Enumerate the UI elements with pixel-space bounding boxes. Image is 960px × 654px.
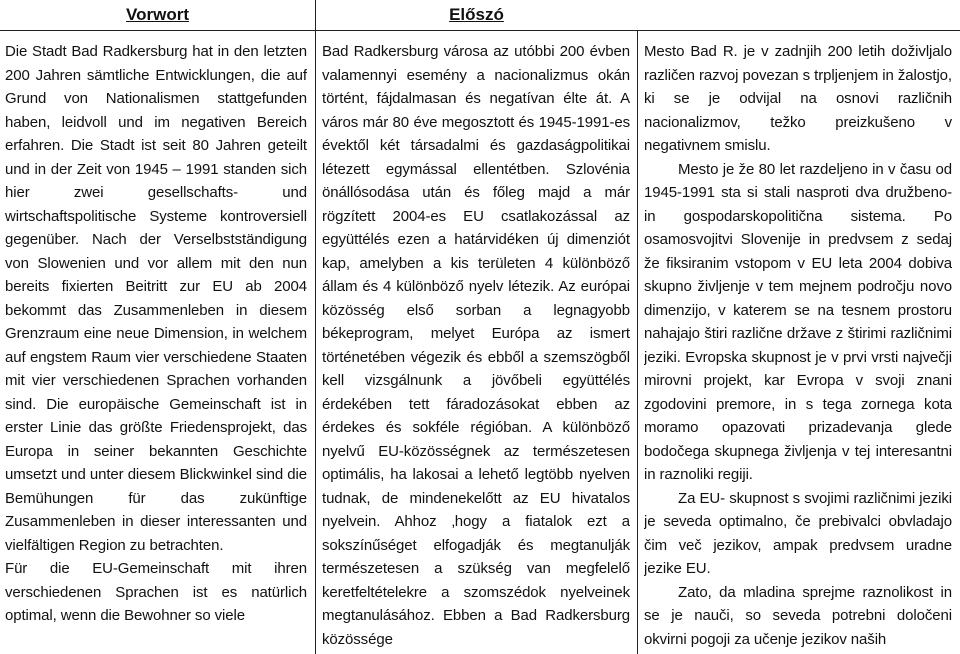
german-paragraph-1: Die Stadt Bad Radkersburg hat in den letzten 200 Jahren sämtliche Entwicklungen, die auf Grund von Nationalismen stattgefunden haben, leidvoll und im negativen Bereich erfahren. Die Stadt ist seit 80 Jahren geteilt und in der Zeit von 1945 – 1991 standen sich hier zwei gesellschafts- und wirtschaftspolitische Systeme kontroversiell gegenüber. Nach der Verselbstständigung von Slowenien und vor allem mit den nun bereits fixierten Beitritt zur EU ab 2004 bekommt das Zusammenleben in diesem Grenzraum eine neue Dimension, in welchem auf engstem Raum vier verschiedene Staaten mit vier verschiedenen Sprachen vorhanden sind. Die europäische Gemeinschaft ist in erster Linie das größte Friedensprojekt, das Europa in seiner bekannten Geschichte umsetzt und unter diesem Blickwinkel sind die Bemühungen für das zukünftige Zusammenleben in dieser interessanten und vielfältigen Region zu betrachten. xyxy=(5,43,307,554)
hungarian-paragraph-1: Bad Radkersburg városa az utóbbi 200 évben valamennyi esemény a nacionalizmus okán történt, fájdalmasan és negatívan élte át. A város már 80 éve megosztott és 1945-1991-es évektől két társadalmi és gazdaságpolitikai létezett egymással ellentétben. Szlovénia önállósodása után és főleg majd a már rögzített 2004-es EU csatlakozással az együttélés ezen a határvidéken új dimenziót kap, amelyben a kis területen 4 különböző állam és 4 különböző nyelv létezik. Az európai közösség első sorban a legnagyobb békeprogram, melyet Európa az ismert történetében végezik és ebből a szemszögből kell vizsgálnunk a jövőbeli együttélés érdekében tett fáradozásokat ebben az érdekes és sokféle régióban. A különböző nyelvű EU-közösségnek az természetesen optimális, ha lakosai a lehető legtöbb nyelven tudnak, de mindenekelőtt az EU hivatalos nyelvein. Ahhoz ‚hogy a fiatalok ezt a sokszínűséget elfogadják és megtanulják természetesen a szükség van megfelelő keretfeltételekre a szomszédok nyelveinek megtanulásához. Ebben a Bad Radkersburg közössége xyxy=(322,43,630,648)
column-divider-right xyxy=(637,30,638,654)
heading-german: Vorwort xyxy=(126,5,189,24)
heading-hungarian: Előszó xyxy=(449,5,504,24)
slovenian-paragraph-1: Mesto Bad R. je v zadnjih 200 letih doživljalo različen razvoj povezan s trpljenjem in žalostjo, ki se je odvijal na osnovi različnih nacionalizmov, težko preizkušeno v negativnem smislu. xyxy=(644,43,952,154)
slovenian-paragraph-3: Za EU- skupnost s svojimi različnimi jeziki je seveda optimalno, če prebivalci obvladajo čim več jezikov, ampak predvsem uradne jezike EU. xyxy=(644,489,952,577)
hungarian-column xyxy=(322,40,630,650)
header-divider xyxy=(0,30,960,31)
slovenian-paragraph-2: Mesto je že 80 let razdeljeno in v času od 1945-1991 sta si stali nasproti dva družbeno- in gospodarskopolitična sistema. Po osamosvojitvi Slovenije in predvsem z sedaj že fiksiranim vstopom v EU leta 2004 dobiva skupno življenje v tem mejnem področju novo dimenzijo, v katerem se na tesnem prostoru nahajajo štiri različne države z štirimi različnimi jeziki. Evropska skupnost je v prvi vrsti največji mirovni projekt, kar Evropa v svoji znani zgodovini premore, in s tega zornega kota moramo opazovati prizadevanja glede bodočega skupnega življenja v tej interesantni in raznoliki regiji. xyxy=(644,160,952,483)
german-paragraph-2: Für die EU-Gemeinschaft mit ihren verschiedenen Sprachen ist es natürlich optimal, wenn die Bewohner so viele xyxy=(5,560,307,624)
german-column xyxy=(5,40,307,650)
slovenian-column xyxy=(644,40,952,650)
column-divider-left xyxy=(315,0,316,654)
slovenian-paragraph-4: Zato, da mladina sprejme raznolikost in se je nauči, so seveda potrebni določeni okvirni pogoji za učenje jezikov naših xyxy=(644,583,952,648)
